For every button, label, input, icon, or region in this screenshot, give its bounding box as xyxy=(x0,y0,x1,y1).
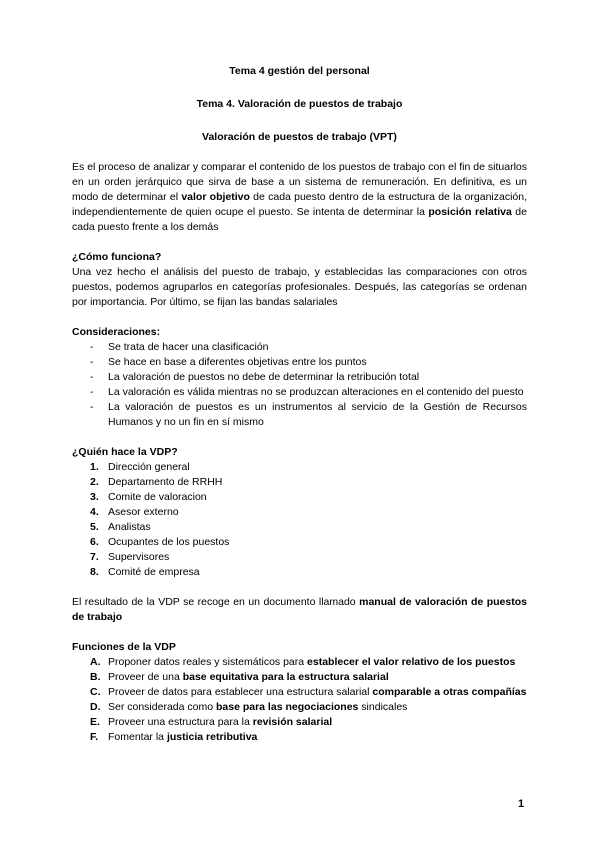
list-item: E. Proveer una estructura para la revisión salarial xyxy=(90,716,333,728)
list-item: 2. Departamento de RRHH xyxy=(90,476,223,488)
posicion-relativa-term: posición relativa xyxy=(428,206,512,218)
manual-term: manual de valoración de puestos de trabajo xyxy=(72,596,527,623)
quien-list xyxy=(72,460,527,580)
list-item: - La valoración de puestos es un instrumentos al servicio de la Gestión de Recursos Humanos y no un fin en sí mismo xyxy=(90,401,527,428)
list-item: B. Proveer de una base equitativa para la estructura salarial xyxy=(90,671,389,683)
list-item: - La valoración es válida mientras no se produzcan alteraciones en el contenido del puesto xyxy=(90,386,524,398)
list-item: 5. Analistas xyxy=(90,521,151,533)
quien-heading: ¿Quién hace la VDP? xyxy=(72,446,178,458)
list-item: 7. Supervisores xyxy=(90,551,170,563)
topic-title: Tema 4. Valoración de puestos de trabajo xyxy=(196,98,403,110)
list-item: D. Ser considerada como base para las negociaciones sindicales xyxy=(90,701,408,713)
funciones-list xyxy=(72,655,527,745)
list-item: 8. Comité de empresa xyxy=(90,566,200,578)
como-funciona-text: Una vez hecho el análisis del puesto de trabajo, y establecidas las comparaciones con otros puestos, podemos agruparlos en categorías profesionales. Después, las categorías se ordenan por importancia. Por último, se fijan las bandas salariales xyxy=(72,266,527,308)
list-item: 4. Asesor externo xyxy=(90,506,179,518)
list-item: - Se hace en base a diferentes objetivas entre los puntos xyxy=(90,356,367,368)
como-funciona-heading: ¿Cómo funciona? xyxy=(72,251,162,263)
section-title: Valoración de puestos de trabajo (VPT) xyxy=(202,131,397,143)
list-item: 3. Comite de valoracion xyxy=(90,491,207,503)
list-item: 6. Ocupantes de los puestos xyxy=(90,536,230,548)
page-number: 1 xyxy=(518,798,525,810)
list-item: C. Proveer de datos para establecer una estructura salarial comparable a otras compañías xyxy=(90,686,527,698)
consideraciones-heading: Consideraciones: xyxy=(72,326,161,338)
intro-paragraph: Es el proceso de analizar y comparar el contenido de los puestos de trabajo con el fin de situarlos en un orden jerárquico que sirva de base a un sistema de remuneración. En definitiva, es un modo de determinar el valor objetivo de cada puesto dentro de la estructura de la organización, independientemente de quien ocupe el puesto. Se intenta de determinar la posición relativa de cada puesto frente a los demás xyxy=(72,161,528,233)
list-item: F. Fomentar la justicia retributiva xyxy=(90,731,258,743)
list-item: - La valoración de puestos no debe de determinar la retribución total xyxy=(90,371,420,383)
list-item: - Se trata de hacer una clasificación xyxy=(90,341,269,353)
document-page xyxy=(72,64,527,745)
document-title: Tema 4 gestión del personal xyxy=(229,65,370,77)
list-item: 1. Dirección general xyxy=(90,461,190,473)
consideraciones-list xyxy=(72,340,527,430)
list-item: A. Proponer datos reales y sistemáticos para establecer el valor relativo de los puestos xyxy=(90,656,516,668)
valor-objetivo-term: valor objetivo xyxy=(181,191,250,203)
funciones-heading: Funciones de la VDP xyxy=(72,641,176,653)
resultado-paragraph: El resultado de la VDP se recoge en un documento llamado manual de valoración de puestos de trabajo xyxy=(72,596,527,623)
